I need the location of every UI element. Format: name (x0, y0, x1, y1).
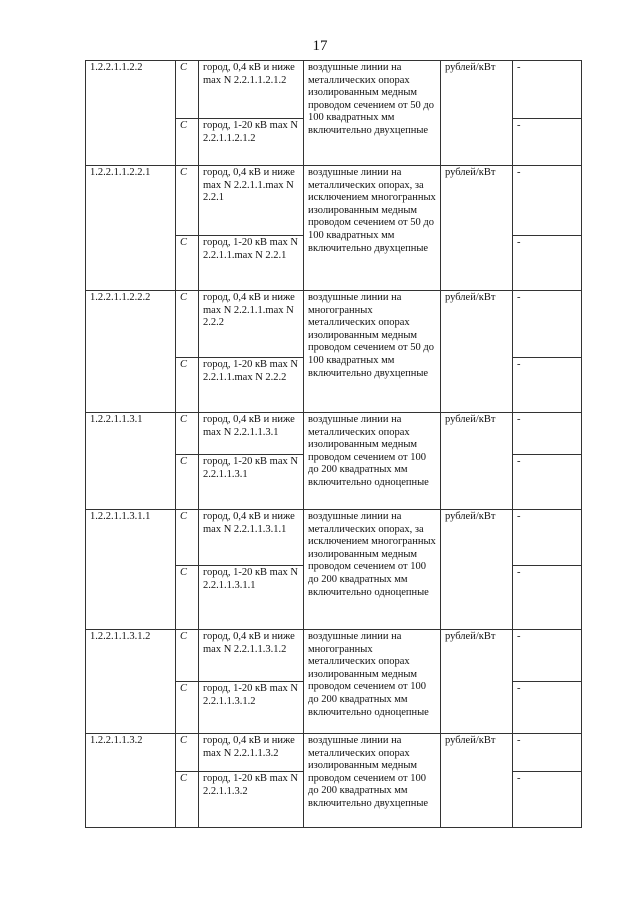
tariff-value: - (513, 734, 582, 772)
tariff-value: - (513, 566, 582, 630)
voltage-category: город, 1-20 кВ max N 2.2.1.1.3.1.1 (199, 566, 304, 630)
unit-of-measure: рублей/кВт (441, 166, 513, 291)
voltage-category: город, 0,4 кВ и ниже max N 2.2.1.1.3.1.2 (199, 630, 304, 682)
unit-of-measure: рублей/кВт (441, 413, 513, 510)
area-symbol: С (176, 119, 199, 166)
voltage-category: город, 0,4 кВ и ниже max N 2.2.1.1.max N 2.2.1 (199, 166, 304, 236)
item-code: 1.2.2.1.1.3.1.2 (86, 630, 176, 734)
table-row (86, 630, 582, 682)
table-row (86, 291, 582, 358)
tariff-value: - (513, 119, 582, 166)
tariff-table-body (86, 61, 582, 828)
voltage-category: город, 1-20 кВ max N 2.2.1.1.3.1.2 (199, 682, 304, 734)
tariff-value: - (513, 358, 582, 413)
area-symbol: С (176, 236, 199, 291)
area-symbol: С (176, 682, 199, 734)
voltage-category: город, 0,4 кВ и ниже max N 2.2.1.1.3.1 (199, 413, 304, 455)
item-code: 1.2.2.1.1.3.1 (86, 413, 176, 510)
item-code: 1.2.2.1.1.2.2 (86, 61, 176, 166)
area-symbol: С (176, 291, 199, 358)
area-symbol: С (176, 510, 199, 566)
item-code: 1.2.2.1.1.3.2 (86, 734, 176, 828)
table-row (86, 510, 582, 566)
tariff-table (85, 60, 582, 828)
voltage-category: город, 1-20 кВ max N 2.2.1.1.3.2 (199, 772, 304, 828)
voltage-category: город, 0,4 кВ и ниже max N 2.2.1.1.3.2 (199, 734, 304, 772)
tariff-value: - (513, 630, 582, 682)
table-row (86, 734, 582, 772)
area-symbol: С (176, 413, 199, 455)
area-symbol: С (176, 166, 199, 236)
area-symbol: С (176, 630, 199, 682)
tariff-value: - (513, 413, 582, 455)
line-description: воздушные линии на металлических опорах, за исключением многогранных изолированным медным проводом сечением от 50 до 100 квадратных мм включительно двухцепные (304, 166, 441, 291)
tariff-value: - (513, 61, 582, 119)
voltage-category: город, 1-20 кВ max N 2.2.1.1.max N 2.2.1 (199, 236, 304, 291)
page-number: 17 (312, 38, 328, 54)
voltage-category: город, 0,4 кВ и ниже max N 2.2.1.1.max N 2.2.2 (199, 291, 304, 358)
table-row (86, 413, 582, 455)
area-symbol: С (176, 358, 199, 413)
tariff-value: - (513, 166, 582, 236)
area-symbol: С (176, 455, 199, 510)
unit-of-measure: рублей/кВт (441, 510, 513, 630)
line-description: воздушные линии на многогранных металлических опорах изолированным медным проводом сечением от 100 до 200 квадратных мм включительно одноцепные (304, 630, 441, 734)
tariff-value: - (513, 455, 582, 510)
voltage-category: город, 0,4 кВ и ниже max N 2.2.1.1.3.1.1 (199, 510, 304, 566)
tariff-value: - (513, 772, 582, 828)
item-code: 1.2.2.1.1.2.2.2 (86, 291, 176, 413)
line-description: воздушные линии на металлических опорах, за исключением многогранных изолированным медным проводом сечением от 100 до 200 квадратных мм включительно одноцепные (304, 510, 441, 630)
tariff-value: - (513, 291, 582, 358)
area-symbol: С (176, 61, 199, 119)
unit-of-measure: рублей/кВт (441, 291, 513, 413)
voltage-category: город, 1-20 кВ max N 2.2.1.1.3.1 (199, 455, 304, 510)
line-description: воздушные линии на многогранных металлических опорах изолированным медным проводом сечением от 50 до 100 квадратных мм включительно двухцепные (304, 291, 441, 413)
item-code: 1.2.2.1.1.2.2.1 (86, 166, 176, 291)
line-description: воздушные линии на металлических опорах изолированным медным проводом сечением от 100 до 200 квадратных мм включительно двухцепные (304, 734, 441, 828)
unit-of-measure: рублей/кВт (441, 61, 513, 166)
item-code: 1.2.2.1.1.3.1.1 (86, 510, 176, 630)
area-symbol: С (176, 734, 199, 772)
voltage-category: город, 0,4 кВ и ниже max N 2.2.1.1.2.1.2 (199, 61, 304, 119)
unit-of-measure: рублей/кВт (441, 734, 513, 828)
tariff-value: - (513, 682, 582, 734)
line-description: воздушные линии на металлических опорах изолированным медным проводом сечением от 100 до 200 квадратных мм включительно одноцепные (304, 413, 441, 510)
table-row (86, 166, 582, 236)
table-row (86, 61, 582, 119)
tariff-value: - (513, 510, 582, 566)
area-symbol: С (176, 566, 199, 630)
line-description: воздушные линии на металлических опорах изолированным медным проводом сечением от 50 до 100 квадратных мм включительно двухцепные (304, 61, 441, 166)
area-symbol: С (176, 772, 199, 828)
voltage-category: город, 1-20 кВ max N 2.2.1.1.2.1.2 (199, 119, 304, 166)
voltage-category: город, 1-20 кВ max N 2.2.1.1.max N 2.2.2 (199, 358, 304, 413)
unit-of-measure: рублей/кВт (441, 630, 513, 734)
tariff-value: - (513, 236, 582, 291)
